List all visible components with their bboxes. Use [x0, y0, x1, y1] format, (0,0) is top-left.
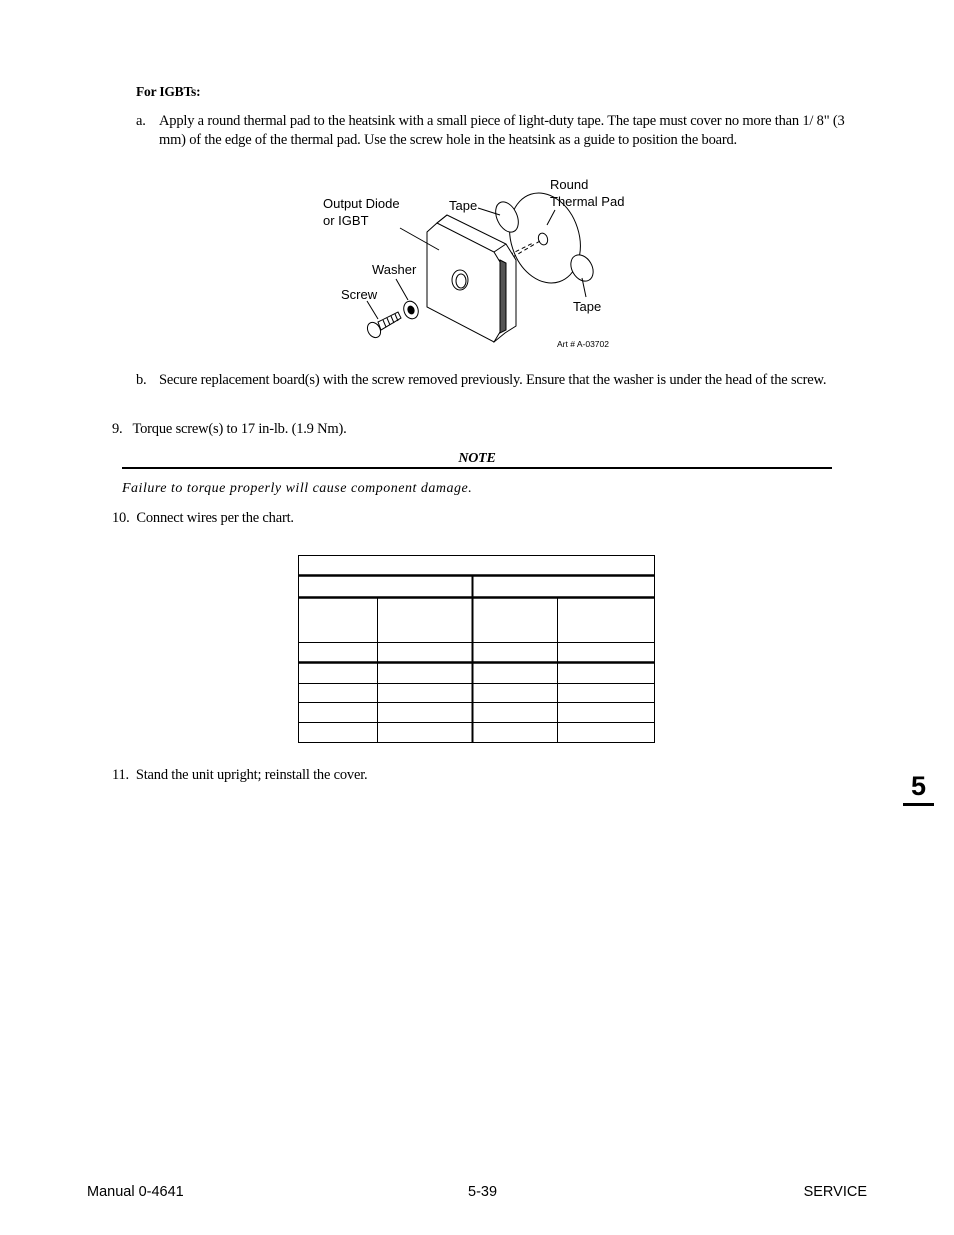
- label-tape-top: Tape: [449, 198, 478, 213]
- wiring-chart: [296, 553, 658, 747]
- step-a-text: Apply a round thermal pad to the heatsink with a small piece of light-duty tape. The tape must cover no more than 1/ 8" (3 mm) of the edge of the thermal pad. Use the screw hole in the heatsink as a guide to position the board.: [159, 113, 845, 148]
- step-10: 10. Connect wires per the chart.: [112, 510, 294, 526]
- label-output-diode: Output Diode: [323, 196, 400, 211]
- step-b-label: b.: [136, 372, 147, 388]
- note-rule: [122, 467, 832, 469]
- footer-section-name: SERVICE: [803, 1184, 867, 1200]
- screw-shape: [365, 312, 401, 340]
- step-b-text: Secure replacement board(s) with the screw removed previously. Ensure that the washer is under the head of the screw.: [159, 372, 827, 388]
- note-text: Failure to torque properly will cause component damage.: [122, 481, 473, 496]
- art-number: Art # A-03702: [557, 339, 609, 349]
- step-9: 9. Torque screw(s) to 17 in-lb. (1.9 Nm).: [112, 421, 347, 437]
- assembly-diagram: [0, 0, 954, 360]
- section-heading: For IGBTs:: [136, 84, 201, 99]
- label-screw: Screw: [341, 287, 378, 302]
- label-or-igbt: or IGBT: [323, 213, 369, 228]
- section-tab-number: 5: [910, 771, 927, 801]
- note-title: NOTE: [458, 451, 496, 466]
- section-tab-rule: [903, 803, 934, 806]
- footer-page-number: 5-39: [468, 1184, 498, 1200]
- step-11: 11. Stand the unit upright; reinstall the cover.: [112, 767, 368, 783]
- label-tape-bottom: Tape: [573, 299, 602, 314]
- footer-manual-number: Manual 0-4641: [87, 1184, 184, 1200]
- label-thermal-pad: Thermal Pad: [550, 194, 625, 209]
- chart-border: [299, 556, 655, 743]
- step-a-label: a.: [136, 113, 146, 129]
- label-washer: Washer: [372, 262, 417, 277]
- label-round: Round: [550, 177, 589, 192]
